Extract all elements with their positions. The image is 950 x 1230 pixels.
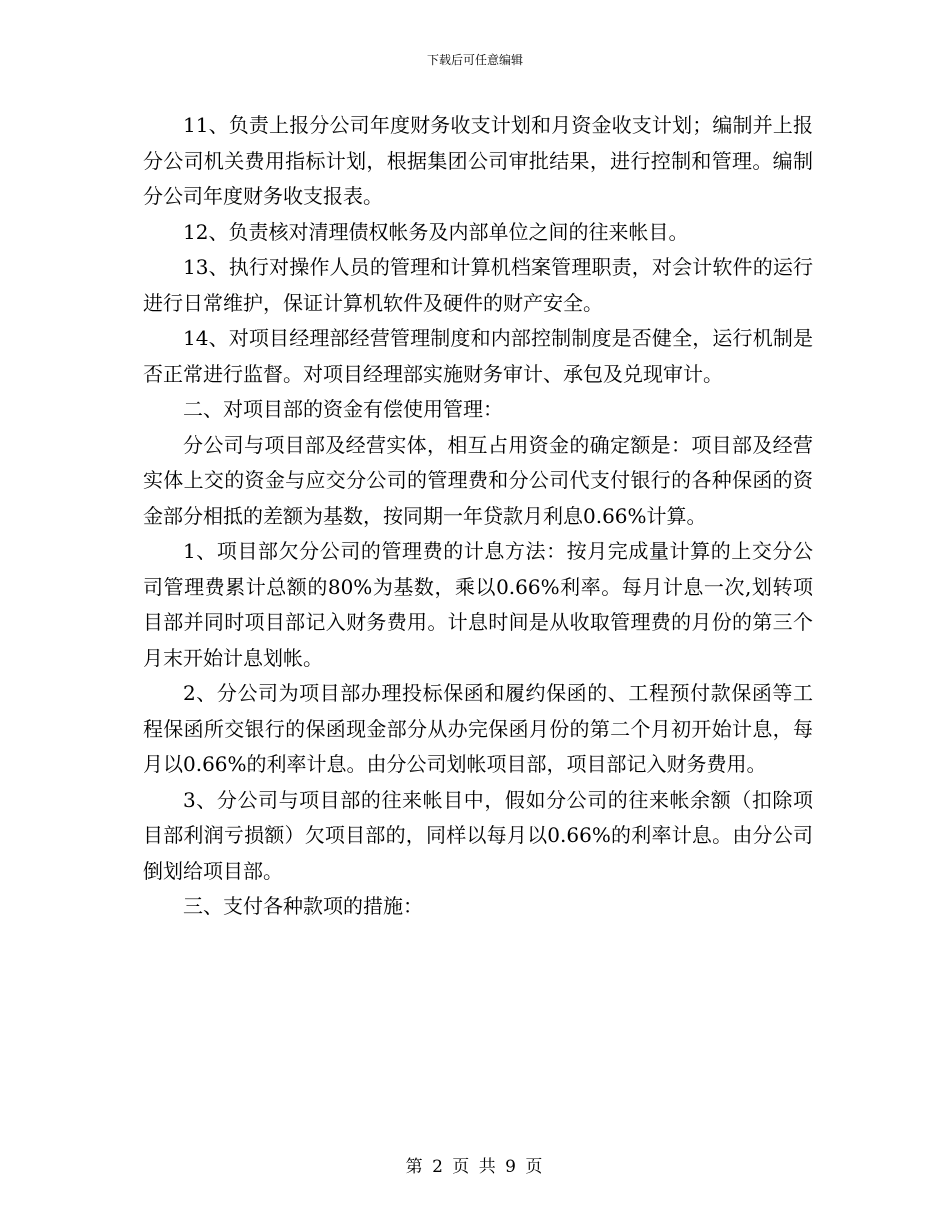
paragraph-point-1: 1、项目部欠分公司的管理费的计息方法：按月完成量计算的上交分公司管理费累计总额的80%为基数，乘以0.66%利率。每月计息一次,划转项目部并同时项目部记入财务费用。计息时间是从收取管理费的月份的第三个月末开始计息划帐。	[143, 539, 813, 670]
paragraph-item-11: 11、负责上报分公司年度财务收支计划和月资金收支计划；编制并上报分公司机关费用指标计划，根据集团公司审批结果，进行控制和管理。编制分公司年度财务收支报表。	[143, 113, 813, 208]
paragraph-item-14: 14、对项目经理部经营管理制度和内部控制制度是否健全，运行机制是否正常进行监督。对项目经理部实施财务审计、承包及兑现审计。	[143, 326, 813, 386]
paragraph-point-2: 2、分公司为项目部办理投标保函和履约保函的、工程预付款保函等工程保函所交银行的保函现金部分从办完保函月份的第二个月初开始计息，每月以0.66%的利率计息。由分公司划帐项目部，项目部记入财务费用。	[143, 681, 813, 776]
paragraph-intro: 分公司与项目部及经营实体，相互占用资金的确定额是：项目部及经营实体上交的资金与应交分公司的管理费和分公司代支付银行的各种保函的资金部分相抵的差额为基数，按同期一年贷款月利息0.66%计算。	[143, 432, 813, 528]
section-heading-3: 三、支付各种款项的措施：	[183, 894, 423, 918]
paragraph-item-12: 12、负责核对清理债权帐务及内部单位之间的往来帐目。	[183, 219, 689, 244]
page-footer: 第 2 页 共 9 页	[405, 1157, 545, 1177]
paragraph-item-13: 13、执行对操作人员的管理和计算机档案管理职责，对会计软件的运行进行日常维护，保证计算机软件及硬件的财产安全。	[143, 255, 813, 315]
page-header: 下载后可任意编辑	[426, 53, 523, 67]
document-body	[143, 108, 813, 925]
paragraph-point-3: 3、分公司与项目部的往来帐目中，假如分公司的往来帐余额（扣除项目部利润亏损额）欠项目部的，同样以每月以0.66%的利率计息。由分公司倒划给项目部。	[143, 787, 813, 883]
section-heading-2: 二、对项目部的资金有偿使用管理：	[183, 397, 503, 421]
